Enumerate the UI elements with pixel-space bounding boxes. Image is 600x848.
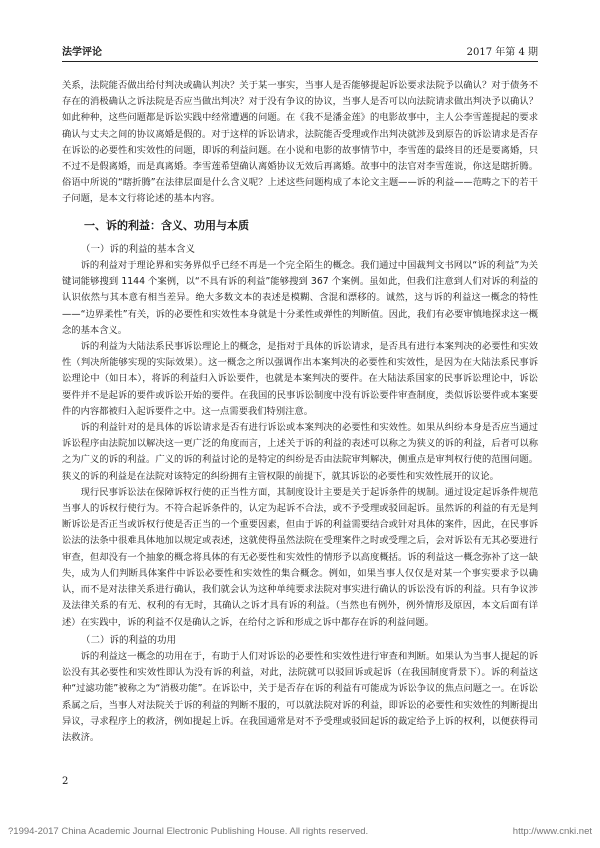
subsection-heading-1: （一）诉的利益的基本含义 <box>81 243 196 255</box>
page-number: 2 <box>62 776 69 787</box>
cnki-link[interactable]: http://www.cnki.net <box>512 826 592 837</box>
running-header <box>62 40 538 62</box>
copyright-footer <box>8 826 592 837</box>
body-paragraph: 诉的利益这一概念的功用在于，有助于人们对诉讼的必要性和实效性进行审查和判断。如果认为当事人提起的诉讼没有其必要性和实效性即认为没有诉的利益，对此，法院就可以驳回诉或起诉（在我国制度背景下）。诉的利益这种“过滤功能”被称之为“消极功能”。在诉讼中，关于是否存在诉的利益有可能成为诉讼争议的焦点问题之一。在诉讼系属之后，当事人对法院关于诉的利益的判断不服的，可以就法院对诉的利益，即诉讼的必要性和实效性的判断提出异议，寻求程序上的救济，例如提起上诉。在我国通常是对不予受理或驳回起诉的裁定给予上诉的权利，以便获得司法救济。 <box>62 650 538 743</box>
body-paragraph: 现行民事诉讼法在保障诉权行使的正当性方面，其制度设计主要是关于起诉条件的规制。通过设定起诉条件规范当事人的诉权行使行为。不符合起诉条件的，认定为起诉不合法，或不予受理或驳回起诉。虽然诉的利益的有无是判断诉讼是否正当或诉权行使是否正当的一个重要因素，但由于诉的利益需要结合或针对具体的案件，因此，在民事诉讼法的法条中很难具体地加以规定或表述，这就使得虽然法院在受理案件之时或受理之后，会对诉讼有无其必要进行审查，但却没有一个抽象的概念将具体的有无必要性和实效性的情形予以高度概括。诉的利益这一概念弥补了这一缺失，成为人们判断具体案件中诉讼必要性和实效性的集合概念。例如，如果当事人仅仅是对某一个事实要求予以确认，而不是对法律关系进行确认，我们就会认为这种单纯要求法院对事实进行确认的诉讼没有诉的利益。只有争议涉及法律关系的有无、权利的有无时，其确认之诉才具有诉的利益。（当然也有例外，例外情形及原因，本文后面有详述）在实践中，诉的利益不仅是确认之诉，在给付之诉和形成之诉中都存在诉的利益问题。 <box>62 486 538 628</box>
body-paragraph: 诉的利益对于理论界和实务界似乎已经不再是一个完全陌生的概念。我们通过中国裁判文书网以“诉的利益”为关键词能够搜到 1144 个案例，以“不具有诉的利益”能够搜到 367 个案例。虽如此，但我们注意到人们对诉的利益的认识依然与其本意有相当差异。绝大多数文本的表述是模糊、含混和漂移的。诚然，这与诉的利益这一概念的特性——“边界柔性”有关，诉的必要性和实效性本身就是十分柔性或弹性的判断值。因此，我们有必要审慎地探求这一概念的基本含义。 <box>62 260 538 336</box>
body-paragraph: 诉的利益为大陆法系民事诉讼理论上的概念，是指对于具体的诉讼请求，是否具有进行本案判决的必要性和实效性（判决所能够实现的实际效果）。这一概念之所以强调作出本案判决的必要性和实效性，是因为在大陆法系民事诉讼理论中（如日本），将诉的利益归入诉讼要件，也就是本案判决的要件。在大陆法系国家的民事诉讼理论中，诉讼要件并不是起诉的要件或诉讼开始的要件。在我国的民事诉讼制度中没有诉讼要件审查制度，类似诉讼要件或本案要件的内容都被归入起诉要件之中。这一点需要我们特别注意。 <box>62 341 538 417</box>
issue-label: 2017 年第 4 期 <box>466 47 538 58</box>
article-body <box>62 78 538 746</box>
body-paragraph: 诉的利益针对的是具体的诉讼请求是否有进行诉讼或本案判决的必要性和实效性。如果从纠纷本身是否应当通过诉讼程序由法院加以解决这一更广泛的角度而言，上述关于诉的利益的表述可以称之为狭义的诉的利益，后者可以称之为广义的诉的利益。广义的诉的利益讨论的是特定的纠纷是否由法院审判解决，侧重点是审判权行使的范围问题。狭义的诉的利益是在法院对该特定的纠纷拥有主管权限的前提下，就其诉讼的必要性和实效性展开的议论。 <box>62 422 538 482</box>
copyright-notice: ?1994-2017 China Academic Journal Electronic Publishing House. All rights reserved. <box>8 826 369 837</box>
subsection-heading-2: （二）诉的利益的功用 <box>81 634 177 646</box>
intro-paragraph: 关系，法院能否做出给付判决或确认判决？关于某一事实，当事人是否能够提起诉讼要求法院予以确认？对于债务不存在的消极确认之诉法院是否应当做出判决？对于没有争议的协议，当事人是否可以向法院请求做出判决予以确认？如此种种，这些问题都是诉讼实践中经常遭遇的问题。在《我不是潘金莲》的电影故事中，主人公李雪莲提起的要求确认与丈夫之间的协议离婚是假的。对于这样的诉讼请求，法院能否受理或作出判决就涉及到原告的诉讼请求是否存在诉讼的必要性和实效性的问题，即诉的利益问题。在小说和电影的故事情节中，李雪莲的最终目的还是要离婚，只不过不是假离婚，而是真离婚。李雪莲希望确认离婚协议无效后再离婚。故事中的法官对李雪莲说，你这是瞎折腾。俗语中所说的“瞎折腾”在法律层面是什么含义呢？上述这些问题构成了本论文主题——诉的利益——范畴之下的若干子问题，是本文行将论述的基本内容。 <box>62 80 538 205</box>
section-heading-1: 一、诉的利益：含义、功用与本质 <box>84 218 249 232</box>
journal-name: 法学评论 <box>62 47 102 58</box>
